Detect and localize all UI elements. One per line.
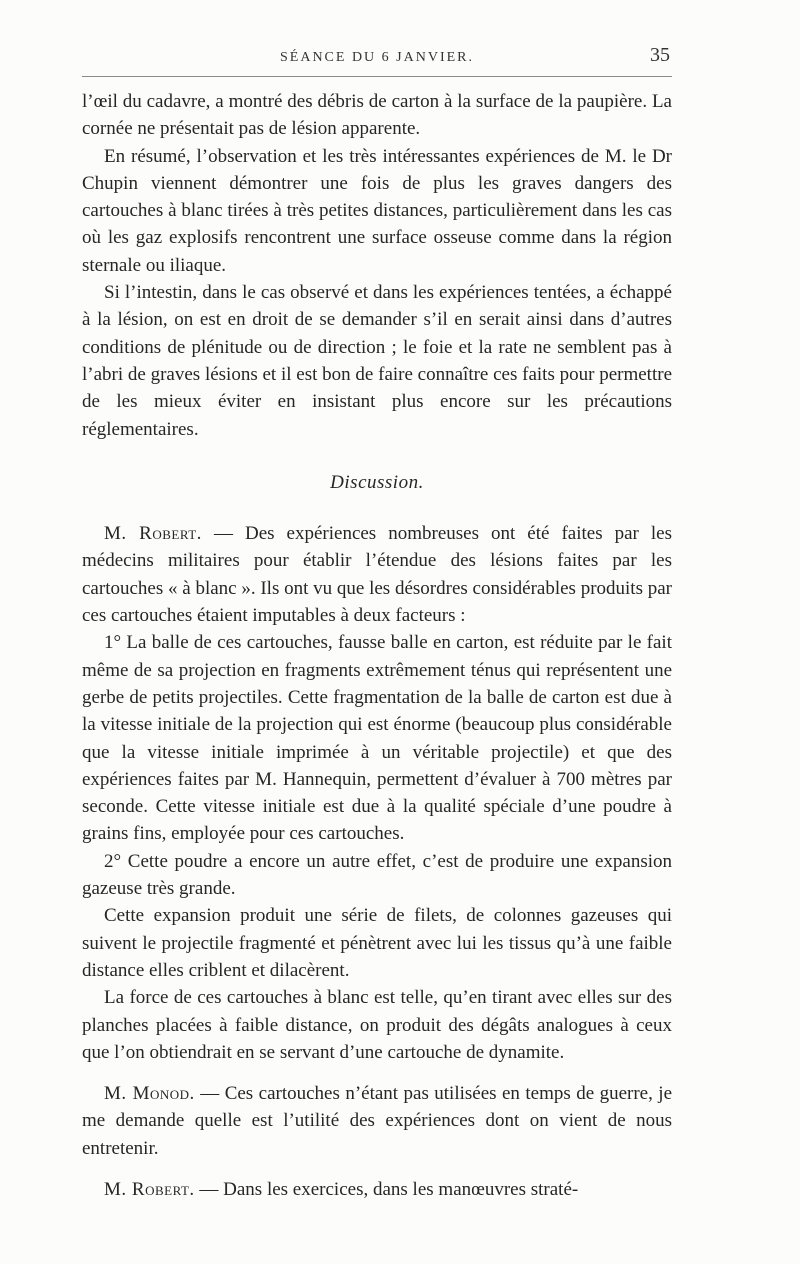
paragraph-point-2: 2° Cette poudre a encore un autre effet, c’est de produire une expansion gazeuse très grande.	[82, 850, 672, 900]
speaker-name: M. Robert.	[104, 523, 202, 545]
paragraph-force: La force de ces cartouches à blanc est telle, qu’en tirant avec elles sur des planches placées à faible distance, on produit des dégâts analogues à ceux que l’on obtiendrait en se servant d’une cartouche de dynamite.	[82, 987, 672, 1063]
paragraph-point-1: 1° La balle de ces cartouches, fausse balle en carton, est réduite par le fait même de sa projection en fragments extrêmement ténus qui représentent une gerbe de petits projectiles. Cette fragmentation de la balle de carton est due à la vitesse initiale de la projection qui est énorme (beaucoup plus considérable que la vitesse initiale imprimée à un véritable projectile) et que des expériences faites par M. Hannequin, permettent d’évaluer à 700 mètres par seconde. Cette vitesse initiale est due à la qualité spéciale d’une poudre à grains fins, employée pour ces cartouches.	[82, 632, 672, 845]
paragraph-text: — Dans les exercices, dans les manœuvres straté-	[199, 1178, 579, 1200]
body-text	[82, 88, 672, 1203]
paragraph-expansion: Cette expansion produit une série de filets, de colonnes gazeuses qui suivent le projectile fragmenté et pénètrent avec lui les tissus qu’à une faible distance elles criblent et dilacèrent.	[82, 905, 672, 981]
paragraph-continuation: l’œil du cadavre, a montré des débris de carton à la surface de la paupière. La cornée ne présentait pas de lésion apparente.	[82, 91, 672, 140]
paragraph-monod	[82, 1080, 672, 1162]
running-title: SÉANCE DU 6 JANVIER.	[280, 50, 474, 65]
speaker-name: M. Robert.	[104, 1178, 195, 1200]
running-head	[82, 44, 672, 68]
speaker-name: M. Monod.	[104, 1083, 195, 1105]
paragraph-text: — Ces cartouches n’étant pas utilisées en temps de guerre, je me demande quelle est l’utilité des expériences dont on vient de nous entretenir.	[82, 1083, 673, 1159]
paragraph-intestine: Si l’intestin, dans le cas observé et dans les expériences tentées, a échappé à la lésion, on est en droit de se demander s’il en serait ainsi dans d’autres conditions de plénitude ou de direction ; le foie et la rate ne semblent pas à l’abri de graves lésions et il est bon de faire connaître ces faits pour permettre de les mieux éviter en insistant plus encore sur les précautions réglementaires.	[82, 282, 672, 440]
paragraph-robert-1	[82, 520, 672, 629]
paragraph-robert-2	[82, 1176, 672, 1203]
paragraph-text: — Des expériences nombreuses ont été faites par les médecins militaires pour établir l’étendue des lésions faites par les cartouches « à blanc ». Ils ont vu que les désordres considérables produits par ces cartouches étaient imputables à deux facteurs :	[82, 523, 672, 627]
paragraph-summary: En résumé, l’observation et les très intéressantes expériences de M. le Dr Chupin viennent démontrer une fois de plus les graves dangers des cartouches à blanc tirées à très petites distances, particulièrement dans les cas où les gaz explosifs rencontrent une surface osseuse comme dans la région sternale ou iliaque.	[82, 145, 672, 276]
page-number: 35	[650, 44, 670, 66]
section-heading: Discussion.	[330, 471, 424, 493]
header-rule	[82, 76, 672, 77]
